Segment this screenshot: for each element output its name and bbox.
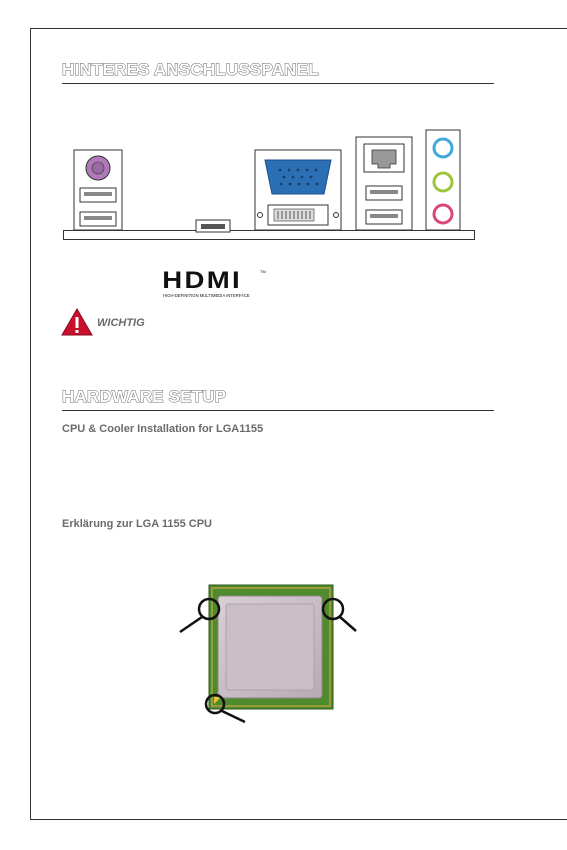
svg-text:HDMI: HDMI (162, 267, 243, 294)
subhead-lga-explanation: Erklärung zur LGA 1155 CPU (62, 518, 212, 530)
section-title-rear-panel: HINTERES ANSCHLUSSPANEL (62, 60, 319, 79)
warning-label: WICHTIG (97, 317, 145, 329)
section-title-hardware-setup: HARDWARE SETUP (62, 387, 227, 406)
svg-text:TM: TM (260, 269, 266, 274)
svg-text:HIGH-DEFINITION MULTIMEDIA INT: HIGH-DEFINITION MULTIMEDIA INTERFACE (163, 293, 250, 298)
subhead-cpu-cooler: CPU & Cooler Installation for LGA1155 (62, 423, 264, 435)
